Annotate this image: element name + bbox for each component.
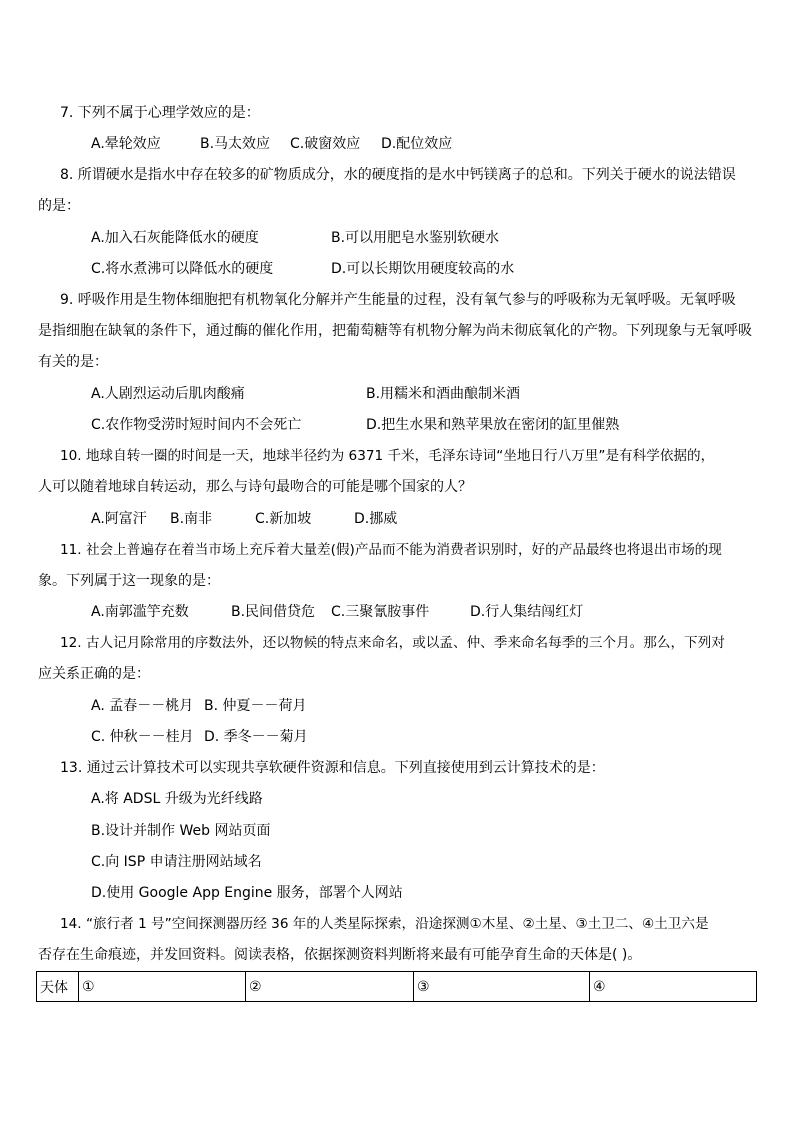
q8-stem-line1: 8. 所谓硬水是指水中存在较多的矿物质成分，水的硬度指的是水中钙镁离子的总和。下列关于硬水的说法错误 [60,167,736,183]
q13-option-d: D.使用 Google App Engine 服务，部署个人网站 [91,885,403,901]
q12-stem-line2: 应关系正确的是： [38,666,150,682]
q8-option-a: A.加入石灰能降低水的硬度 [91,230,259,246]
q13-option-b: B.设计并制作 Web 网站页面 [91,823,271,839]
q9-stem-line3: 有关的是： [38,354,108,370]
q7-option-b: B.马太效应 [200,136,271,152]
q8-stem-line2: 的是： [38,198,80,214]
q12-option-d: D. 季冬－－菊月 [204,729,308,745]
q9-option-d: D.把生水果和熟苹果放在密闭的缸里催熟 [366,417,620,433]
q7-option-a: A.晕轮效应 [91,136,161,152]
q11-option-d: D.行人集结闯红灯 [470,604,584,620]
q7-option-d: D.配位效应 [381,136,453,152]
q13-stem: 13. 通过云计算技术可以实现共享软硬件资源和信息。下列直接使用到云计算技术的是： [60,760,605,776]
q10-stem-line2: 人可以随着地球自转运动，那么与诗句最吻合的可能是哪个国家的人？ [38,479,472,495]
q12-option-a: A. 孟春－－桃月 [91,698,194,714]
q9-option-b: B.用糯米和酒曲酿制米酒 [366,386,521,402]
celestial-body-table [36,971,757,1002]
q11-option-a: A.南郭滥竽充数 [91,604,189,620]
q11-stem-line2: 象。下列属于这一现象的是： [38,573,220,589]
q13-option-a: A.将 ADSL 升级为光纤线路 [91,791,263,807]
q11-stem-line1: 11. 社会上普遍存在着当市场上充斥着大量差(假)产品而不能为消费者识别时，好的产品最终也将退出市场的现 [60,542,722,558]
q12-option-c: C. 仲秋－－桂月 [91,729,194,745]
q9-option-c: C.农作物受涝时短时间内不会死亡 [91,417,302,433]
q9-option-a: A.人剧烈运动后肌肉酸痛 [91,386,245,402]
q7-option-c: C.破窗效应 [290,136,361,152]
q8-option-c: C.将水煮沸可以降低水的硬度 [91,261,274,277]
table-header-cell: ② [246,972,414,1002]
q10-option-b: B.南非 [170,511,213,527]
table-header-cell: ④ [590,972,757,1002]
q10-option-a: A.阿富汗 [91,511,147,527]
q8-option-b: B.可以用肥皂水鉴别软硬水 [331,230,500,246]
q10-option-c: C.新加坡 [255,511,312,527]
table-header-cell: 天体 [37,972,79,1002]
q8-option-d: D.可以长期饮用硬度较高的水 [331,261,515,277]
q12-option-b: B. 仲夏－－荷月 [204,698,307,714]
q14-stem-line1: 14. “旅行者 1 号”空间探测器历经 36 年的人类星际探索，沿途探测①木星、②土星、③土卫二、④土卫六是 [60,916,709,932]
q11-option-c: C.三聚氰胺事件 [331,604,430,620]
table-header-row [37,972,757,1002]
q9-stem-line2: 是指细胞在缺氧的条件下，通过酶的催化作用，把葡萄糖等有机物分解为尚未彻底氧化的产物。下列现象与无氧呼吸 [38,323,752,339]
q13-option-c: C.向 ISP 申请注册网站域名 [91,854,262,870]
q12-stem-line1: 12. 古人记月除常用的序数法外，还以物候的特点来命名，或以孟、仲、季来命名每季的三个月。那么，下列对 [60,635,725,651]
q10-option-d: D.挪威 [354,511,398,527]
table-header-cell: ① [79,972,246,1002]
q10-stem-line1: 10. 地球自转一圈的时间是一天，地球半径约为 6371 千米，毛泽东诗词“坐地日行八万里”是有科学依据的， [60,448,715,464]
q7-stem: 7. 下列不属于心理学效应的是： [60,105,260,121]
q9-stem-line1: 9. 呼吸作用是生物体细胞把有机物氧化分解并产生能量的过程，没有氧气参与的呼吸称为无氧呼吸。无氧呼吸 [60,292,736,308]
q14-stem-line2: 否存在生命痕迹，并发回资料。阅读表格，依据探测资料判断将来最有可能孕育生命的天体是( )。 [38,947,642,963]
q11-option-b: B.民间借贷危 [231,604,316,620]
table-header-cell: ③ [414,972,590,1002]
